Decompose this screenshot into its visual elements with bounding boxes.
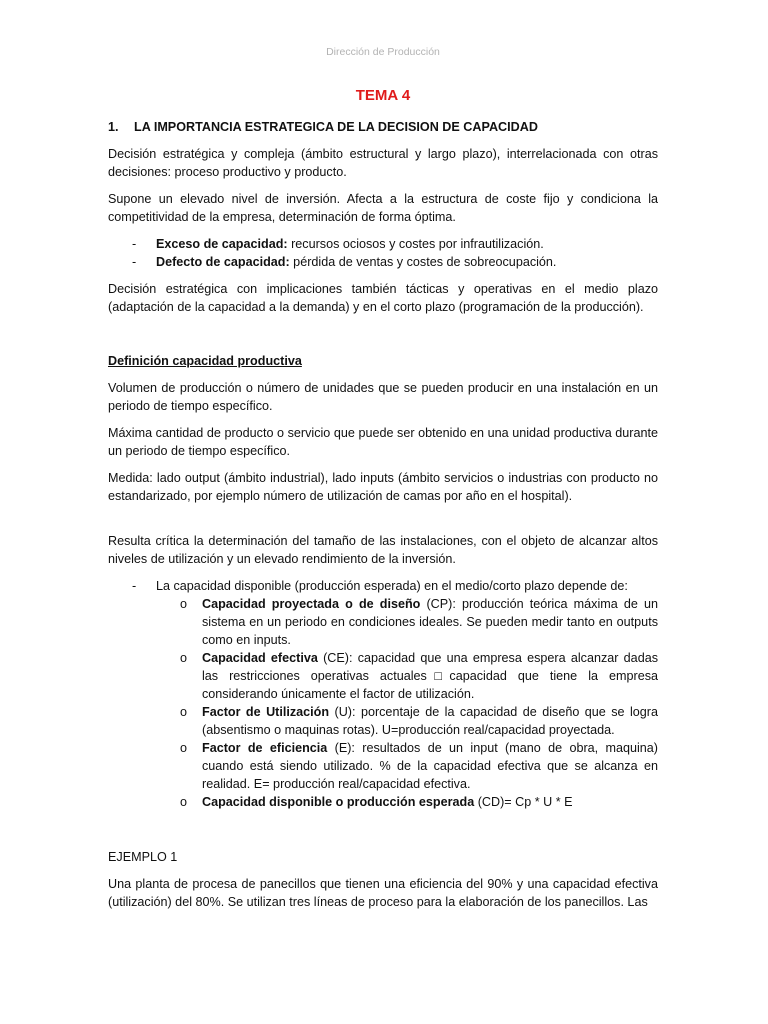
bullet-dash: - [132, 255, 137, 269]
term-text: (CD)= Cp * U * E [474, 795, 573, 809]
section-title: LA IMPORTANCIA ESTRATEGICA DE LA DECISION DE CAPACIDAD [134, 120, 538, 134]
paragraph: Máxima cantidad de producto o servicio que puede ser obtenido en una unidad productiva durante un periodo de tiempo específico. [108, 426, 658, 458]
paragraph: Medida: lado output (ámbito industrial), lado inputs (ámbito servicios o industrias con producto no estandarizado, por ejemplo número de utilización de camas por año en el hospital). [108, 471, 658, 503]
term-bold: Capacidad disponible o producción esperada [202, 795, 475, 809]
subsection-title: Definición capacidad productiva [108, 354, 302, 368]
sub-bullet-marker: o [180, 741, 188, 755]
term-bold: Capacidad proyectada o de diseño [202, 597, 421, 611]
bullet-bold: Defecto de capacidad: [156, 255, 290, 269]
bullet-dash: - [132, 237, 137, 251]
term-bold: Factor de Utilización [202, 705, 330, 719]
section-number: 1. [108, 120, 119, 134]
bullet-text: pérdida de ventas y costes de sobreocupación. [289, 255, 557, 269]
sub-bullet-marker: o [180, 795, 188, 809]
section-heading [108, 118, 658, 136]
sub-bullet-marker: o [180, 651, 188, 665]
paragraph: Supone un elevado nivel de inversión. Afecta a la estructura de coste fijo y condiciona la competitividad de la empresa, determinación de forma óptima. [108, 192, 658, 224]
sub-bullet-marker: o [180, 597, 188, 611]
term-bold: Capacidad efectiva [202, 651, 318, 665]
bullet-dash: - [132, 579, 137, 593]
paragraph: Decisión estratégica con implicaciones también tácticas y operativas en el medio plazo (adaptación de la capacidad a la demanda) y en el corto plazo (programación de la producción). [108, 282, 658, 314]
term-text: (CE): capacidad que una empresa espera alcanzar dadas las restricciones operativas actuales□capacidad que tiene la empresa considerando únicamente el factor de utilización. [202, 651, 658, 701]
term-text: (U): porcentaje de la capacidad de diseño que se logra (absentismo o maquinas rotas). U=producción real/capacidad proyectada. [202, 705, 658, 737]
paragraph: Una planta de procesa de panecillos que tienen una eficiencia del 90% y una capacidad efectiva (utilización) del 80%. Se utilizan tres líneas de proceso para la elaboración de los panecillos. Las [108, 877, 658, 909]
bullet-bold: Exceso de capacidad: [156, 237, 288, 251]
paragraph: Resulta crítica la determinación del tamaño de las instalaciones, con el objeto de alcanzar altos niveles de utilización y un elevado rendimiento de la inversión. [108, 534, 658, 566]
bullet-text: La capacidad disponible (producción esperada) en el medio/corto plazo depende de: [156, 579, 628, 593]
sub-bullet-marker: o [180, 705, 188, 719]
bullet-text: recursos ociosos y costes por infrautilización. [287, 237, 544, 251]
term-bold: Factor de eficiencia [202, 741, 328, 755]
chapter-title: TEMA 4 [355, 87, 411, 104]
paragraph: Decisión estratégica y compleja (ámbito estructural y largo plazo), interrelacionada con otras decisiones: proceso productivo y producto. [108, 147, 658, 179]
paragraph: Volumen de producción o número de unidades que se pueden producir en una instalación en un periodo de tiempo específico. [108, 381, 658, 413]
running-header: Dirección de Producción [326, 46, 440, 58]
example-title: EJEMPLO 1 [108, 850, 178, 864]
term-text: (E): resultados de un input (mano de obra, maquina) cuando está siendo utilizado. % de la capacidad efectiva que se alcanza en realidad. E= producción real/capacidad efectiva. [202, 741, 658, 791]
term-text: (CP): producción teórica máxima de un sistema en un periodo en condiciones ideales. Se pueden medir tanto en outputs como en inputs. [202, 597, 658, 647]
